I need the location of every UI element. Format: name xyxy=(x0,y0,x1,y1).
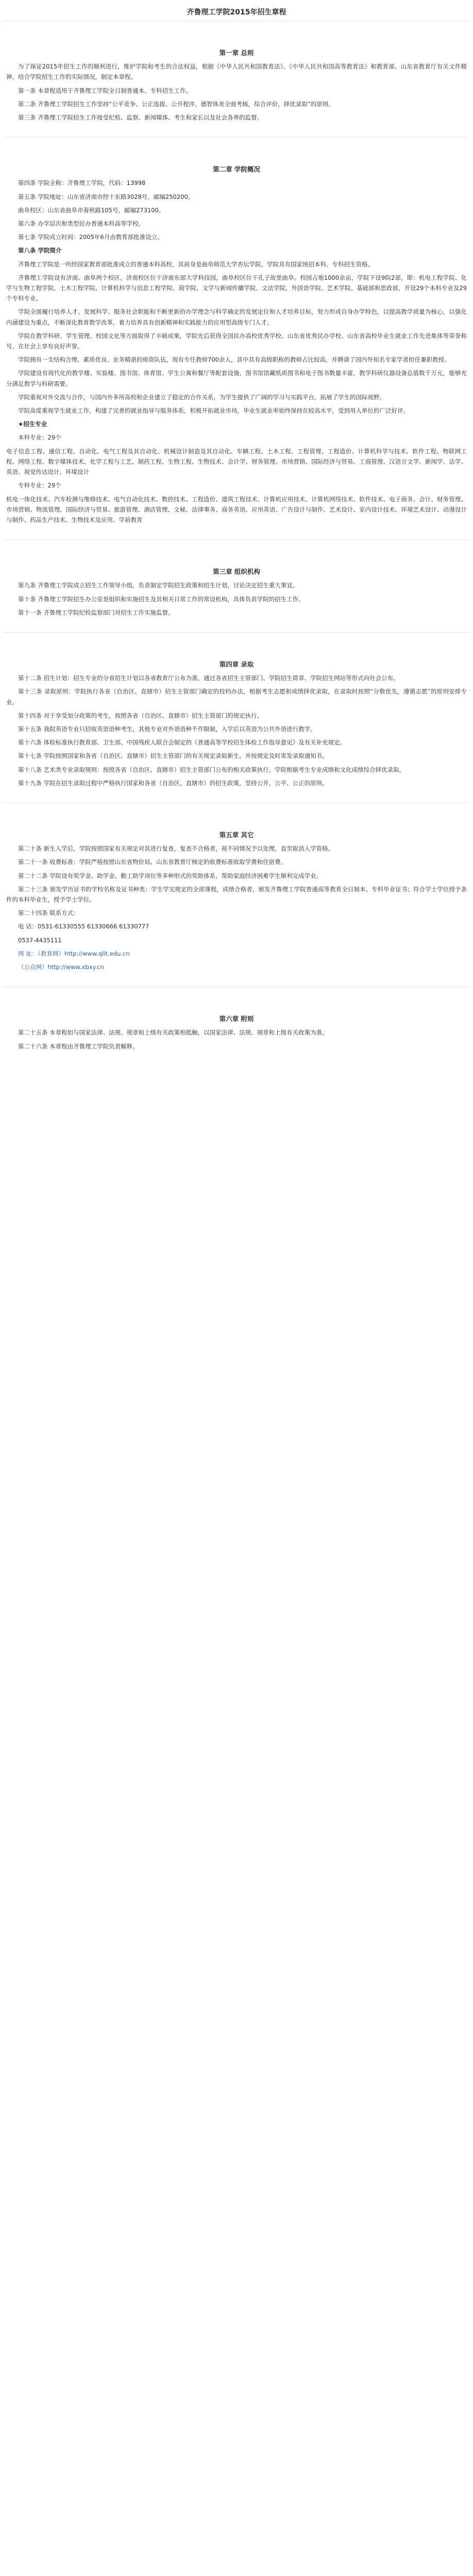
chapter-divider xyxy=(3,539,470,540)
chapter-2-para-14: 学院高度重视学生就业工作，构建了完善的就业指导与服务体系，积极开拓就业市场，毕业生就业率始终保持在较高水平，受到用人单位的广泛好评。 xyxy=(18,407,409,415)
chapter-6-para-2: 第二十六条 本章程由齐鲁理工学院负责解释。 xyxy=(18,1042,139,1050)
contact-phone: 电 话：0531-61330555 61330666 61330777 xyxy=(18,923,149,930)
chapter-4-para-6: 第十七条 学院按照国家和各省（自治区、直辖市）招生主管部门的有关规定录取新生，并按规定及时寄发录取通知书。 xyxy=(18,752,328,760)
chapter-2 xyxy=(0,164,473,525)
chapter-4-heading: 第四章 录取 xyxy=(219,660,254,668)
contact-website-public[interactable]: （公众网）http://www.xbxy.cn xyxy=(18,963,104,971)
chapter-3-para-3: 第十一条 齐鲁理工学院纪检监察部门对招生工作实施监督。 xyxy=(18,608,174,616)
chapter-3-para-1: 第九条 齐鲁理工学院成立招生工作领导小组，负责制定学院招生政策和招生计划，讨论决定招生重大事宜。 xyxy=(18,582,299,589)
chapter-4-para-7: 第十八条 艺术类专业录取规则：按照各省（自治区、直辖市）招生主管部门公布的相关政策执行，学院根据考生专业成绩和文化成绩综合择优录取。 xyxy=(18,766,406,773)
chapter-1-para-4: 第三条 齐鲁理工学院招生工作接受纪检、监察、新闻媒体、考生和家长以及社会各界的监督。 xyxy=(18,114,263,122)
chapter-4 xyxy=(0,659,473,788)
chapter-4-para-5: 第十六条 体检标准执行教育部、卫生部、中国残疾人联合会制定的《普通高等学校招生体检工作指导意见》及有关补充规定。 xyxy=(18,739,346,747)
chapter-4-para-8: 第十九条 学院在招生录取过程中严格执行国家和各省（自治区、直辖市）的招生政策，坚持公开、公平、公正的原则。 xyxy=(18,779,328,787)
chapter-1-para-3: 第二条 齐鲁理工学院招生工作坚持“公平竞争、公正选拔、公开程序，德智体美全面考核，综合评价，择优录取”的原则。 xyxy=(18,100,334,108)
chapter-2-para-10: 学院在教学科研、学生管理、校园文化等方面取得了丰硕成果，学院先后获得全国民办高校优秀学校、山东省优秀民办学校、山东省高校毕业生就业工作先进集体等荣誉称号，在社会上享有良好声誉。 xyxy=(6,332,467,350)
bachelor-majors-list: 电子信息工程、通信工程、自动化、电气工程及其自动化、机械设计制造及其自动化、车辆工程、土木工程、工程管理、工程造价、计算机科学与技术、软件工程、物联网工程、网络工程、数字媒体技术、化学工程与工艺、制药工程、生物工程、生物技术、会计学、财务管理、市场营销、国际经济与贸易、工商管理、汉语言文学、新闻学、法学、英语、视觉传达设计、环境设计 xyxy=(6,447,467,476)
chapter-1-para-2: 第一条 本章程适用于齐鲁理工学院全日制普通本、专科招生工作。 xyxy=(18,87,192,94)
chapter-2-para-8: 齐鲁理工学院设有济南、曲阜两个校区，济南校区位于济南东部大学科技园，曲阜校区位于孔子故里曲阜。校园占地1000余亩，学院下设9院2部，即：机电工程学院、化学与生物工程学院、土木工程学院、计算机科学与信息工程学院、商学院、文学与新闻传播学院、文法学院、外国语学院、艺术学院、基础部和思政部，开设29个本科专业及29个专科专业。 xyxy=(6,274,467,302)
chapter-2-para-5: 第七条 学院成立时间：2005年6月由教育部批准设立。 xyxy=(18,233,163,241)
contact-phone-2: 0537-4435111 xyxy=(18,936,62,944)
majors-heading: ★招生专业 xyxy=(18,420,47,428)
contact-website-edu[interactable]: 网 址：（教育网）http://www.qlit.edu.cn xyxy=(18,950,130,957)
chapter-2-para-6: 第八条 学院简介 xyxy=(18,247,62,255)
chapter-2-para-13: 学院重视对外交流与合作，与国内外多所高校和企业建立了稳定的合作关系，为学生提供了广阔的学习与实践平台，拓展了学生的国际视野。 xyxy=(18,393,385,401)
chapter-4-para-3: 第十四条 对于享受加分政策的考生，按照各省（自治区、直辖市）招生主管部门的规定执行。 xyxy=(18,711,263,719)
associate-majors-heading: 专科专业：29个 xyxy=(18,482,61,489)
bachelor-majors-heading: 本科专业：29个 xyxy=(18,434,61,442)
chapter-2-para-12: 学院建设有现代化的教学楼、实验楼、图书馆、体育馆、学生公寓和餐厅等配套设施，图书馆馆藏纸质图书和电子图书数量丰富，教学科研仪器设备总值数千万元，能够充分满足教学与科研需要。 xyxy=(6,369,467,387)
chapter-2-para-9: 学院全面履行培养人才、发展科学、服务社会职能和不断更新的办学理念与科学确定的发展定位和人才培养目标，努力形成自身办学特色，以提高教学质量为核心，以强化内涵建设为重点，不断深化教育教学改革，着力培养具有创新精神和实践能力的应用型高级专门人才。 xyxy=(6,308,467,326)
chapter-3 xyxy=(0,567,473,618)
chapter-2-para-7: 齐鲁理工学院是一所经国家教育部批准成立的普通本科高校，其前身是曲阜师范大学杏坛学院。学院具有国家统招本科、专科招生资格。 xyxy=(18,260,374,268)
chapter-4-para-2: 第十三条 录取原则：学院执行各省（自治区、直辖市）招生主管部门确定的投档办法，根据考生志愿和成绩择优录取，在录取时按照“分数优先，遵循志愿”的原则安排专业。 xyxy=(6,688,467,706)
chapter-6-heading: 第六章 附则 xyxy=(219,1015,254,1023)
chapter-1-heading: 第一章 总则 xyxy=(219,49,254,57)
chapter-2-para-11: 学院拥有一支结构合理、素质优良、业务精湛的师资队伍，现有专任教师700余人，其中具有高级职称的教师占比较高，并聘请了国内外知名专家学者担任兼职教授。 xyxy=(18,356,450,364)
chapter-3-para-2: 第十条 齐鲁理工学院招生办公室是组织和实施招生及其相关日常工作的常设机构，具体负责学院的招生工作。 xyxy=(18,595,305,603)
chapter-divider xyxy=(3,632,470,633)
chapter-2-para-3: 曲阜校区：山东省曲阜市春秋路105号，邮编273100。 xyxy=(18,206,165,214)
associate-majors-list: 机电一体化技术、汽车检测与维修技术、电气自动化技术、数控技术、工程造价、建筑工程技术、计算机应用技术、计算机网络技术、软件技术、电子商务、会计、财务管理、市场营销、物流管理、国际经济与贸易、旅游管理、酒店管理、文秘、法律事务、商务英语、应用英语、广告设计与制作、艺术设计、室内设计技术、环境艺术设计、动漫设计与制作、药品生产技术、生物技术及应用、学前教育 xyxy=(6,495,467,523)
chapter-4-para-4: 第十五条 我院英语专业只招收英语语种考生，其他专业对外语语种不作限制，入学后以英语为公共外语进行教学。 xyxy=(18,725,316,733)
chapter-5-para-1: 第二十条 新生入学后，学院按照国家有关规定对其进行复查，复查不合格者，视不同情况予以处理，直至取消入学资格。 xyxy=(18,845,334,853)
page-title: 齐鲁理工学院2015年招生章程 xyxy=(187,8,286,16)
chapter-5-para-4: 第二十三条 颁发学历证书的学校名称及证书种类：学生学完规定的全部课程，成绩合格者，颁发齐鲁理工学院普通高等教育全日制本、专科毕业证书；符合学士学位授予条件的本科毕业生，授予学士学位。 xyxy=(6,885,467,903)
chapter-6-para-1: 第二十五条 本章程如与国家法律、法规、规章和上级有关政策相抵触，以国家法律、法规、规章和上级有关政策为准。 xyxy=(18,1029,328,1037)
chapter-5-para-3: 第二十二条 学院设有奖学金、助学金、勤工助学岗位等多种形式的奖助体系，帮助家庭经济困难学生顺利完成学业。 xyxy=(18,872,323,879)
chapter-5-heading: 第五章 其它 xyxy=(219,831,254,839)
chapter-3-heading: 第三章 组织机构 xyxy=(213,568,260,576)
chapter-1 xyxy=(0,48,473,123)
chapter-5-para-2: 第二十一条 收费标准：学院严格按照山东省物价局、山东省教育厅核定的收费标准收取学费和住宿费。 xyxy=(18,858,287,866)
chapter-1-para-1: 为了保证2015年招生工作的顺利进行，维护学院和考生的合法权益，根据《中华人民共和国教育法》、《中华人民共和国高等教育法》和教育部、山东省教育厅有关文件精神，结合学院招生工作的实际情况，制定本章程。 xyxy=(6,63,467,81)
chapter-2-para-1: 第四条 学院全称：齐鲁理工学院，代码：13998 xyxy=(18,179,146,187)
chapter-6 xyxy=(0,1014,473,1052)
chapter-divider xyxy=(3,137,470,138)
chapter-4-para-1: 第十二条 招生计划：招生专业的分省招生计划以各省教育厅公布为准，通过各省招生主管部门、学院招生简章、学院招生网站等形式向社会公布。 xyxy=(18,674,399,682)
chapter-5-para-5: 第二十四条 联系方式： xyxy=(18,909,79,917)
chapter-2-heading: 第二章 学院概况 xyxy=(213,165,260,174)
chapter-2-para-2: 第五条 学院地址：山东省济南市经十东路3028号，邮编250200。 xyxy=(18,193,194,200)
chapter-5 xyxy=(0,830,473,972)
chapter-2-para-4: 第六条 办学层次和类型民办普通本科高等学校。 xyxy=(18,220,145,228)
